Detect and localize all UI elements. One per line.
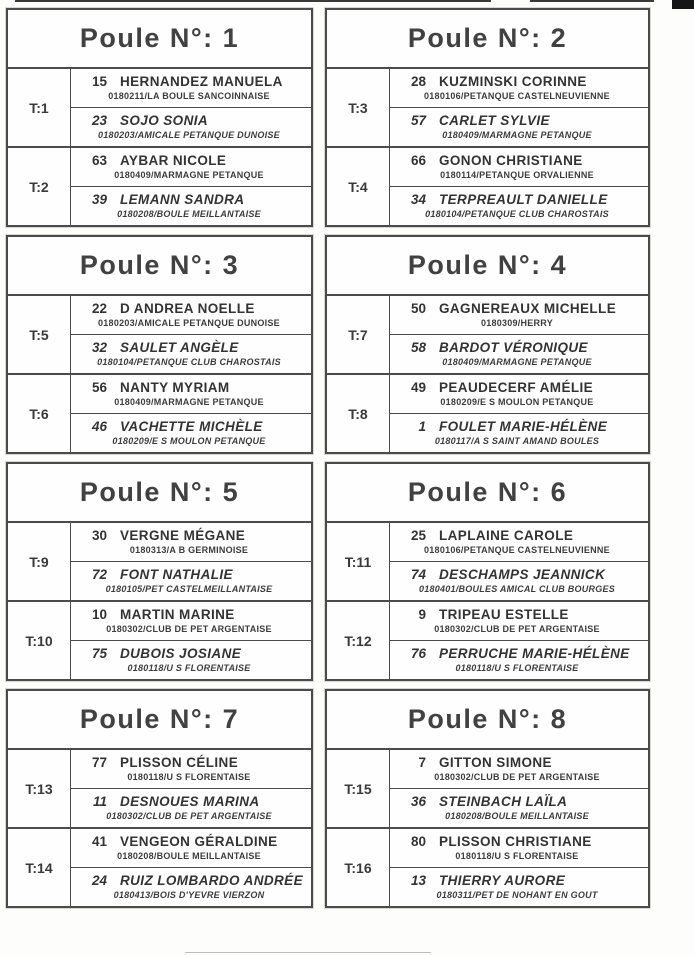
player-club: 0180106/PETANQUE CASTELNEUVIENNE <box>424 545 610 555</box>
terrain-label: T:5 <box>8 296 71 373</box>
terrain-label: T:3 <box>327 69 390 146</box>
player-entry <box>390 523 648 562</box>
player-line <box>71 567 307 582</box>
player-number: 77 <box>91 755 107 770</box>
player-name: VENGEON GÉRALDINE <box>120 834 278 849</box>
player-club: 0180118/U S FLORENTAISE <box>127 663 251 673</box>
terrain-players <box>390 69 648 146</box>
scan-corner-mark <box>672 0 694 9</box>
player-club: 0180409/MARMAGNE PETANQUE <box>114 170 264 180</box>
player-line <box>71 74 307 89</box>
player-club: 0180409/MARMAGNE PETANQUE <box>114 397 264 407</box>
pool-title: Poule N°: 3 <box>8 237 311 296</box>
player-name: PERRUCHE MARIE-HÉLÈNE <box>439 646 630 661</box>
pool-title: Poule N°: 1 <box>8 10 311 69</box>
player-line <box>71 192 307 207</box>
terrain-row <box>327 750 648 829</box>
pool-card <box>6 8 313 227</box>
pool-card <box>325 8 650 227</box>
terrain-players <box>71 829 311 906</box>
player-entry <box>390 868 648 906</box>
player-line <box>390 380 644 395</box>
scan-edge-line <box>185 952 431 953</box>
player-club: 0180117/A S SAINT AMAND BOULES <box>434 436 600 446</box>
player-name: FOULET MARIE-HÉLÈNE <box>439 419 608 434</box>
player-number: 28 <box>410 74 426 89</box>
player-entry <box>390 750 648 789</box>
pool-card <box>6 235 313 454</box>
terrain-row <box>8 296 311 375</box>
terrain-players <box>71 375 311 452</box>
player-number: 10 <box>91 607 107 622</box>
player-club: 0180302/CLUB DE PET ARGENTAISE <box>434 624 600 634</box>
player-number: 74 <box>410 567 426 582</box>
player-club: 0180209/E S MOULON PETANQUE <box>112 436 266 446</box>
player-entry <box>71 523 311 562</box>
player-entry <box>71 750 311 789</box>
player-number: 66 <box>410 153 426 168</box>
terrain-label: T:13 <box>8 750 71 827</box>
player-club: 0180203/AMICALE PETANQUE DUNOISE <box>98 318 280 328</box>
player-number: 9 <box>418 607 426 622</box>
terrain-row <box>8 375 311 452</box>
terrain-row <box>8 148 311 225</box>
pool-title: Poule N°: 5 <box>8 464 311 523</box>
terrain-row <box>327 829 648 906</box>
player-club: 0180118/U S FLORENTAISE <box>455 663 579 673</box>
player-number: 46 <box>91 419 107 434</box>
player-line <box>71 528 307 543</box>
player-number: 13 <box>410 873 426 888</box>
terrain-label: T:1 <box>8 69 71 146</box>
player-line <box>390 794 644 809</box>
player-entry <box>390 296 648 335</box>
player-entry <box>390 414 648 452</box>
player-number: 24 <box>91 873 107 888</box>
player-line <box>390 755 644 770</box>
player-number: 22 <box>91 301 107 316</box>
player-name: GITTON SIMONE <box>439 755 552 770</box>
player-line <box>71 419 307 434</box>
player-line <box>390 567 644 582</box>
player-entry <box>71 641 311 679</box>
terrain-label: T:9 <box>8 523 71 600</box>
player-line <box>390 607 644 622</box>
player-entry <box>71 108 311 146</box>
pool-card <box>6 462 313 681</box>
terrain-row <box>8 750 311 829</box>
terrain-label: T:16 <box>327 829 390 906</box>
player-number: 34 <box>410 192 426 207</box>
player-number: 11 <box>92 794 107 809</box>
player-club: 0180313/A B GERMINOISE <box>129 545 249 555</box>
player-entry <box>390 562 648 600</box>
player-name: DESNOUES MARINA <box>120 794 260 809</box>
player-name: SOJO SONIA <box>120 113 209 128</box>
terrain-label: T:12 <box>327 602 390 679</box>
terrain-row <box>327 69 648 148</box>
pool-card <box>325 689 650 908</box>
terrain-players <box>71 523 311 600</box>
player-club: 0180409/MARMAGNE PETANQUE <box>442 357 592 367</box>
terrain-row <box>327 296 648 375</box>
player-club: 0180209/E S MOULON PETANQUE <box>440 397 594 407</box>
terrain-players <box>71 296 311 373</box>
player-line <box>71 794 307 809</box>
player-entry <box>71 69 311 108</box>
player-name: GAGNEREAUX MICHELLE <box>439 301 617 316</box>
player-number: 63 <box>91 153 107 168</box>
player-name: LAPLAINE CAROLE <box>439 528 574 543</box>
player-name: DESCHAMPS JEANNICK <box>439 567 606 582</box>
player-line <box>390 419 644 434</box>
player-name: TERPREAULT DANIELLE <box>439 192 608 207</box>
player-name: MARTIN MARINE <box>120 607 235 622</box>
player-line <box>390 340 644 355</box>
player-number: 56 <box>91 380 107 395</box>
player-club: 0180118/U S FLORENTAISE <box>455 851 579 861</box>
player-line <box>71 113 307 128</box>
scan-edge-line <box>530 0 654 2</box>
player-line <box>71 301 307 316</box>
player-club: 0180105/PET CASTELMEILLANTAISE <box>105 584 273 594</box>
player-entry <box>71 868 311 906</box>
pool-card <box>6 689 313 908</box>
player-number: 39 <box>91 192 107 207</box>
player-number: 7 <box>418 755 426 770</box>
player-line <box>71 607 307 622</box>
player-number: 58 <box>410 340 426 355</box>
pool-card <box>325 235 650 454</box>
player-name: STEINBACH LAÏLA <box>439 794 568 809</box>
player-club: 0180208/BOULE MEILLANTAISE <box>117 209 261 219</box>
player-club: 0180302/CLUB DE PET ARGENTAISE <box>106 624 272 634</box>
player-entry <box>71 148 311 187</box>
terrain-players <box>71 69 311 146</box>
player-line <box>71 834 307 849</box>
terrain-row <box>8 69 311 148</box>
player-name: RUIZ LOMBARDO ANDRÉE <box>120 873 303 888</box>
player-number: 32 <box>91 340 107 355</box>
terrain-players <box>390 750 648 827</box>
player-line <box>390 192 644 207</box>
player-club: 0180302/CLUB DE PET ARGENTAISE <box>106 811 272 821</box>
player-entry <box>390 108 648 146</box>
player-number: 1 <box>418 419 426 434</box>
terrain-label: T:14 <box>8 829 71 906</box>
player-club: 0180302/CLUB DE PET ARGENTAISE <box>434 772 600 782</box>
terrain-row <box>327 148 648 225</box>
player-entry <box>390 187 648 225</box>
player-club: 0180208/BOULE MEILLANTAISE <box>445 811 589 821</box>
player-entry <box>71 335 311 373</box>
player-entry <box>71 414 311 452</box>
player-entry <box>390 335 648 373</box>
player-name: HERNANDEZ MANUELA <box>120 74 283 89</box>
player-number: 49 <box>410 380 426 395</box>
player-club: 0180118/U S FLORENTAISE <box>127 772 251 782</box>
pool-title: Poule N°: 4 <box>327 237 648 296</box>
player-name: SAULET ANGÈLE <box>120 340 239 355</box>
player-line <box>390 834 644 849</box>
terrain-row <box>327 375 648 452</box>
player-entry <box>71 375 311 414</box>
player-club: 0180401/BOULES AMICAL CLUB BOURGES <box>418 584 616 594</box>
player-entry <box>390 829 648 868</box>
terrain-label: T:4 <box>327 148 390 225</box>
player-name: THIERRY AURORE <box>439 873 566 888</box>
terrain-players <box>71 602 311 679</box>
terrain-label: T:8 <box>327 375 390 452</box>
player-line <box>390 113 644 128</box>
player-entry <box>71 829 311 868</box>
player-name: VACHETTE MICHÈLE <box>120 419 263 434</box>
player-entry <box>390 641 648 679</box>
player-name: PLISSON CHRISTIANE <box>439 834 592 849</box>
terrain-players <box>390 296 648 373</box>
player-number: 36 <box>410 794 426 809</box>
player-line <box>71 380 307 395</box>
player-number: 80 <box>410 834 426 849</box>
player-line <box>390 528 644 543</box>
player-line <box>71 153 307 168</box>
player-line <box>71 873 307 888</box>
player-club: 0180413/BOIS D'YEVRE VIERZON <box>113 890 265 900</box>
player-line <box>390 873 644 888</box>
player-club: 0180104/PETANQUE CLUB CHAROSTAIS <box>97 357 281 367</box>
player-number: 75 <box>91 646 107 661</box>
terrain-players <box>390 148 648 225</box>
terrain-label: T:15 <box>327 750 390 827</box>
player-line <box>71 646 307 661</box>
player-line <box>390 301 644 316</box>
pool-title: Poule N°: 7 <box>8 691 311 750</box>
terrain-players <box>71 148 311 225</box>
player-line <box>390 646 644 661</box>
terrain-players <box>390 602 648 679</box>
player-club: 0180211/LA BOULE SANCOINNAISE <box>108 91 270 101</box>
terrain-label: T:6 <box>8 375 71 452</box>
player-name: BARDOT VÉRONIQUE <box>439 340 588 355</box>
player-line <box>71 340 307 355</box>
player-name: CARLET SYLVIE <box>439 113 550 128</box>
player-number: 76 <box>410 646 426 661</box>
player-name: NANTY MYRIAM <box>120 380 230 395</box>
player-name: KUZMINSKI CORINNE <box>439 74 587 89</box>
player-entry <box>390 375 648 414</box>
player-club: 0180203/AMICALE PETANQUE DUNOISE <box>98 130 280 140</box>
player-entry <box>71 602 311 641</box>
player-entry <box>390 148 648 187</box>
terrain-row <box>327 602 648 679</box>
pool-title: Poule N°: 8 <box>327 691 648 750</box>
player-club: 0180409/MARMAGNE PETANQUE <box>442 130 592 140</box>
player-number: 25 <box>410 528 426 543</box>
player-name: FONT NATHALIE <box>120 567 233 582</box>
pool-title: Poule N°: 6 <box>327 464 648 523</box>
player-name: VERGNE MÉGANE <box>120 528 246 543</box>
player-name: D ANDREA NOELLE <box>120 301 255 316</box>
player-name: PEAUDECERF AMÉLIE <box>439 380 594 395</box>
player-name: TRIPEAU ESTELLE <box>439 607 569 622</box>
player-name: PLISSON CÉLINE <box>120 755 239 770</box>
pool-grid <box>6 8 650 908</box>
player-name: LEMANN SANDRA <box>120 192 245 207</box>
terrain-players <box>390 829 648 906</box>
player-number: 30 <box>91 528 107 543</box>
terrain-label: T:11 <box>327 523 390 600</box>
player-name: AYBAR NICOLE <box>120 153 227 168</box>
terrain-players <box>390 375 648 452</box>
player-number: 41 <box>91 834 107 849</box>
player-club: 0180208/BOULE MEILLANTAISE <box>117 851 261 861</box>
player-entry <box>71 562 311 600</box>
player-entry <box>390 69 648 108</box>
player-number: 72 <box>91 567 107 582</box>
terrain-row <box>327 523 648 602</box>
player-number: 15 <box>91 74 107 89</box>
player-entry <box>71 187 311 225</box>
player-name: DUBOIS JOSIANE <box>120 646 242 661</box>
terrain-row <box>8 523 311 602</box>
pool-title: Poule N°: 2 <box>327 10 648 69</box>
player-line <box>390 74 644 89</box>
player-club: 0180309/HERRY <box>481 318 553 328</box>
player-line <box>390 153 644 168</box>
player-club: 0180106/PETANQUE CASTELNEUVIENNE <box>424 91 610 101</box>
pool-card <box>325 462 650 681</box>
scan-edge-line <box>15 0 491 2</box>
terrain-players <box>71 750 311 827</box>
player-entry <box>390 602 648 641</box>
player-number: 57 <box>410 113 426 128</box>
player-entry <box>71 296 311 335</box>
player-name: GONON CHRISTIANE <box>439 153 583 168</box>
terrain-label: T:2 <box>8 148 71 225</box>
player-club: 0180311/PET DE NOHANT EN GOUT <box>436 890 598 900</box>
terrain-players <box>390 523 648 600</box>
player-line <box>71 755 307 770</box>
player-club: 0180114/PETANQUE ORVALIENNE <box>440 170 594 180</box>
player-club: 0180104/PETANQUE CLUB CHAROSTAIS <box>425 209 609 219</box>
terrain-label: T:7 <box>327 296 390 373</box>
player-entry <box>71 789 311 827</box>
terrain-row <box>8 829 311 906</box>
player-number: 50 <box>410 301 426 316</box>
terrain-label: T:10 <box>8 602 71 679</box>
player-entry <box>390 789 648 827</box>
terrain-row <box>8 602 311 679</box>
player-number: 23 <box>91 113 107 128</box>
